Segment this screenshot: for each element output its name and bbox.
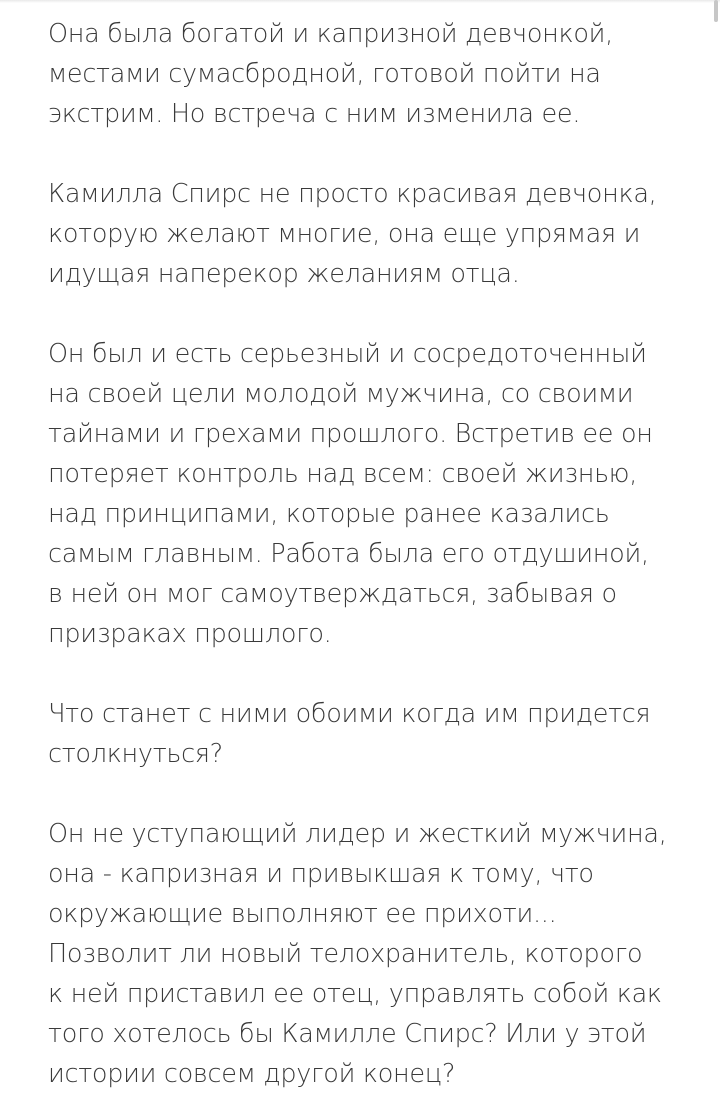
top-divider <box>0 0 720 3</box>
description-paragraph: Он не уступающий лидер и жесткий мужчина, она - капризная и привыкшая к тому, что окружающие выполняют ее прихоти... Позволит ли новый телохранитель, которого к ней приставил ее отец, управлять собой как того хотелось бы Камилле Спирс? Или у этой истории совсем другой конец? <box>48 819 667 1089</box>
description-paragraph: Она была богатой и капризной девчонкой, местами сумасбродной, готовой пойти на экстрим. Но встреча с ним изменила ее. <box>48 19 613 129</box>
scrollbar-thumb[interactable] <box>714 0 718 22</box>
book-description <box>48 14 680 1094</box>
description-paragraph: Что станет с ними обоими когда им придется столкнуться? <box>48 699 651 769</box>
description-paragraph: Он был и есть серьезный и сосредоточенный на своей цели молодой мужчина, со своими тайнами и грехами прошлого. Встретив ее он потеряет контроль над всем: своей жизнью, над принципами, которые ранее казались самым главным. Работа была его отдушиной, в ней он мог самоутверждаться, забывая о призраках прошлого. <box>48 339 653 649</box>
description-paragraph: Камилла Спирс не просто красивая девчонка, которую желают многие, она еще упрямая и идущая наперекор желаниям отца. <box>48 179 657 289</box>
